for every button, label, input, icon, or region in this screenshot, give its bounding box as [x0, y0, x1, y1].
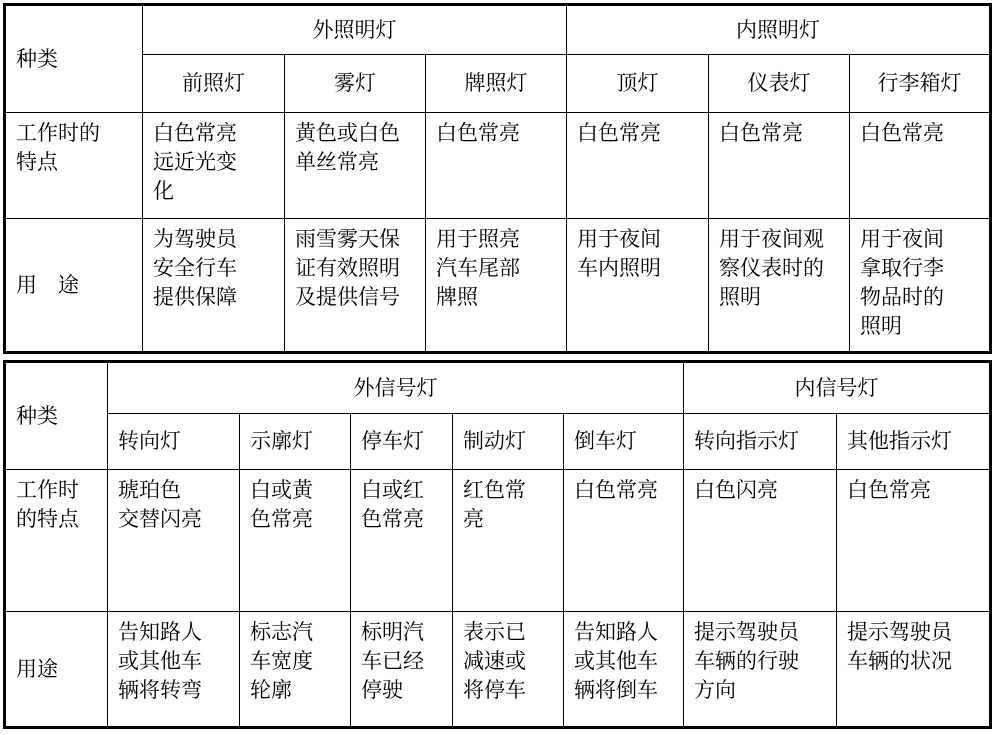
feature-cell: 白或红 色常亮 [351, 470, 453, 612]
category-header: 种类 [5, 5, 143, 113]
use-cell: 提示驾驶员 车辆的行驶 方向 [684, 612, 837, 728]
feature-cell: 黄色或白色 单丝常亮 [285, 113, 426, 219]
use-cell: 用于夜间 车内照明 [567, 219, 709, 353]
feature-cell: 白色常亮 [567, 113, 709, 219]
use-cell: 表示已 减速或 将停车 [453, 612, 564, 728]
type-header: 倒车灯 [564, 414, 684, 470]
type-header: 前照灯 [143, 55, 285, 113]
use-cell: 标明汽 车已经 停驶 [351, 612, 453, 728]
use-cell: 告知路人 或其他车 辆将倒车 [564, 612, 684, 728]
feature-cell: 白色常亮 [837, 470, 991, 612]
use-cell: 用于夜间 拿取行李 物品时的 照明 [850, 219, 991, 353]
type-header: 停车灯 [351, 414, 453, 470]
type-header: 制动灯 [453, 414, 564, 470]
feature-cell: 白色常亮 [850, 113, 991, 219]
feature-cell: 白色闪亮 [684, 470, 837, 612]
type-header: 示廓灯 [240, 414, 351, 470]
feature-cell: 白色常亮 [426, 113, 567, 219]
group-header-outer-lighting: 外照明灯 [143, 5, 567, 55]
category-header: 种类 [5, 362, 108, 470]
feature-cell: 白或黄 色常亮 [240, 470, 351, 612]
feature-cell: 白色常亮 [709, 113, 850, 219]
row-label-features: 工作时 的特点 [5, 470, 108, 612]
row-label-features: 工作时的 特点 [5, 113, 143, 219]
type-header: 雾灯 [285, 55, 426, 113]
use-cell: 提示驾驶员 车辆的状况 [837, 612, 991, 728]
row-label-use: 用途 [5, 612, 108, 728]
group-header-inner-signal: 内信号灯 [684, 362, 991, 414]
feature-cell: 红色常 亮 [453, 470, 564, 612]
use-cell: 用于夜间观 察仪表时的 照明 [709, 219, 850, 353]
use-cell: 雨雪雾天保 证有效照明 及提供信号 [285, 219, 426, 353]
type-header: 行李箱灯 [850, 55, 991, 113]
type-header: 转向灯 [108, 414, 240, 470]
feature-cell: 琥珀色 交替闪亮 [108, 470, 240, 612]
use-cell: 用于照亮 汽车尾部 牌照 [426, 219, 567, 353]
type-header: 牌照灯 [426, 55, 567, 113]
type-header: 转向指示灯 [684, 414, 837, 470]
use-cell: 告知路人 或其他车 辆将转弯 [108, 612, 240, 728]
use-cell: 标志汽 车宽度 轮廓 [240, 612, 351, 728]
lighting-table [3, 3, 992, 354]
type-header: 其他指示灯 [837, 414, 991, 470]
group-header-outer-signal: 外信号灯 [108, 362, 684, 414]
feature-cell: 白色常亮 远近光变 化 [143, 113, 285, 219]
signal-lamp-table [3, 360, 992, 729]
group-header-inner-lighting: 内照明灯 [567, 5, 991, 55]
row-label-use: 用 途 [5, 219, 143, 353]
type-header: 顶灯 [567, 55, 709, 113]
type-header: 仪表灯 [709, 55, 850, 113]
use-cell: 为驾驶员 安全行车 提供保障 [143, 219, 285, 353]
feature-cell: 白色常亮 [564, 470, 684, 612]
